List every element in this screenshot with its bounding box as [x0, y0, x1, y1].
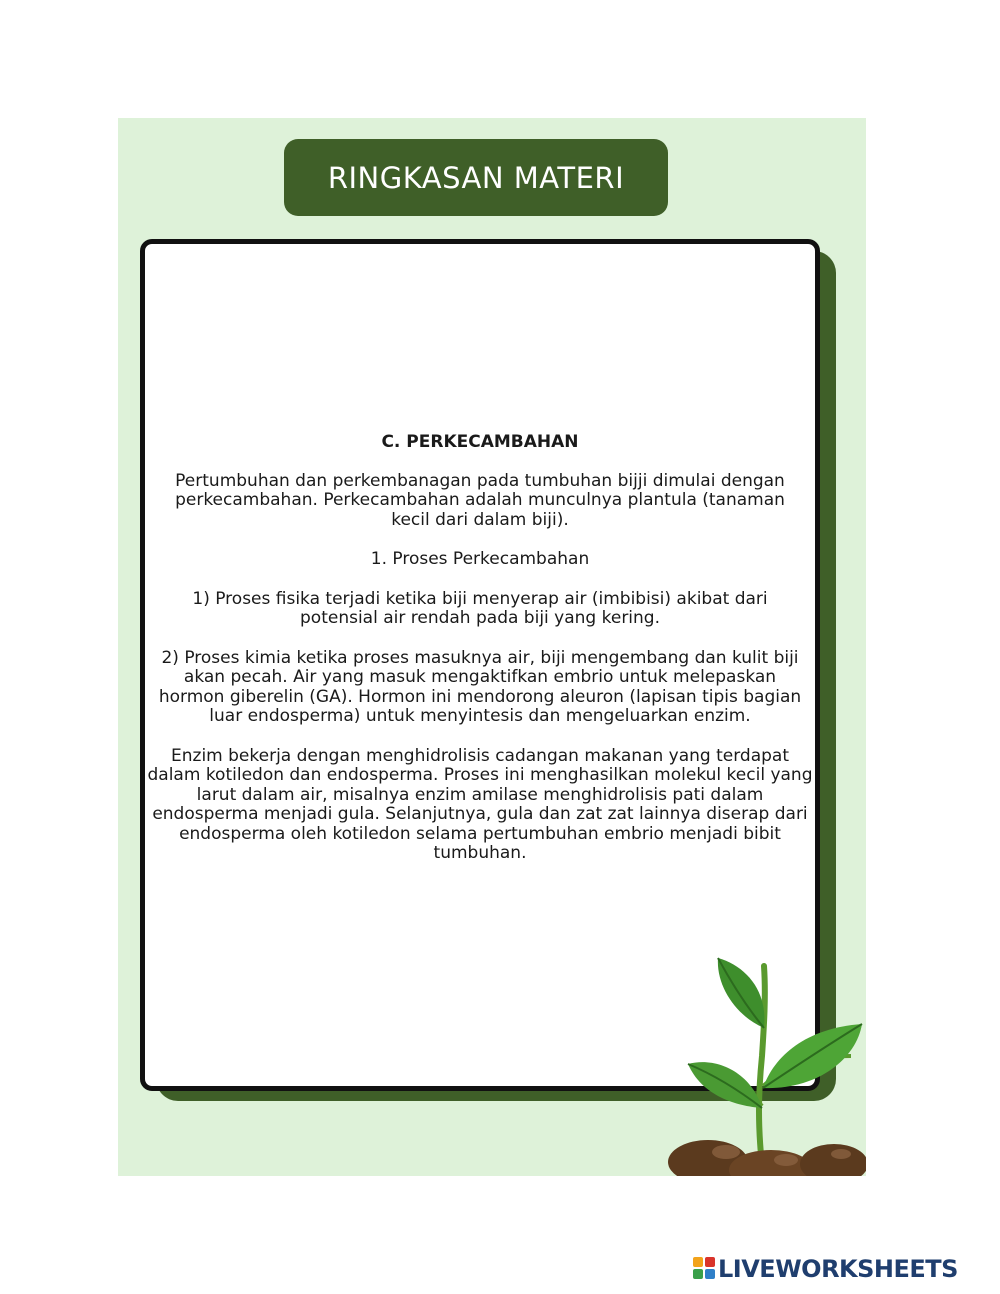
- title-banner: [284, 139, 668, 216]
- worksheet-page: [118, 118, 866, 1176]
- page-title: RINGKASAN MATERI: [327, 160, 625, 195]
- liveworksheets-brand[interactable]: [693, 1253, 958, 1285]
- point-1-paragraph: 1) Proses fisika terjadi ketika biji menyerap air (imbibisi) akibat dari potensial air rendah pada biji yang kering.: [192, 588, 768, 628]
- intro-paragraph: Pertumbuhan dan perkembanagan pada tumbuhan bijji dimulai dengan perkecambahan. Perkecambahan adalah munculnya plantula (tanaman kecil dari dalam biji).: [175, 470, 785, 530]
- subheading: 1. Proses Perkecambahan: [370, 549, 590, 569]
- section-heading: C. PERKECAMBAHAN: [381, 432, 579, 452]
- content-body: [145, 433, 815, 864]
- point-2-paragraph: 2) Proses kimia ketika proses masuknya air, biji mengembang dan kulit biji akan pecah. Air yang masuk mengaktifkan embrio untuk melepaskan hormon giberelin (GA). Hormon ini mendorong aleuron (lapisan tipis bagian luar endosperma) untuk menyintesis dan mengeluarkan enzim.: [158, 647, 802, 726]
- liveworksheets-logo-icon: [693, 1257, 715, 1281]
- enzyme-paragraph: Enzim bekerja dengan menghidrolisis cadangan makanan yang terdapat dalam kotiledon dan endosperma. Proses ini menghasilkan molekul kecil yang larut dalam air, misalnya enzim amilase menghidrolisis pati dalam endosperma menjadi gula. Selanjutnya, gula dan zat zat lainnya diserap dari endosperma oleh kotiledon selama pertumbuhan embrio menjadi bibit tumbuhan.: [147, 745, 813, 863]
- seedling-icon: [666, 956, 866, 1176]
- brand-name: LIVEWORKSHEETS: [718, 1255, 958, 1283]
